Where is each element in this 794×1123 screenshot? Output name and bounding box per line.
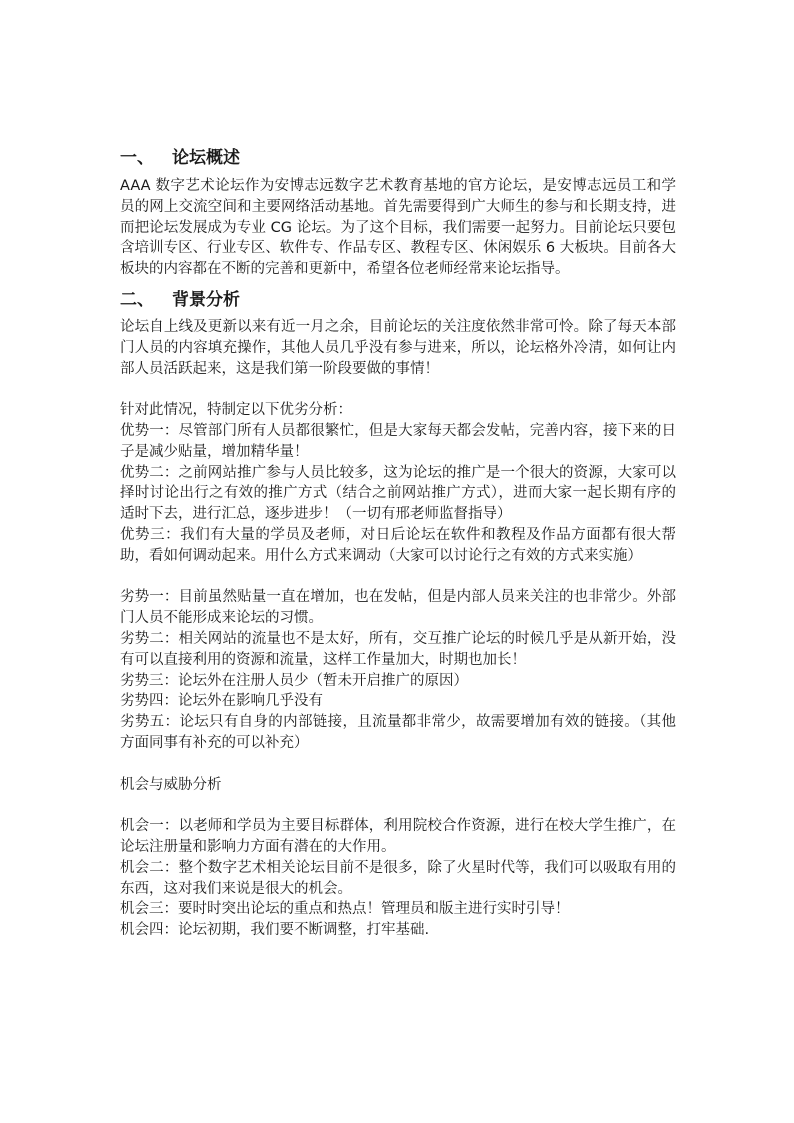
swot-intro: 针对此情况，特制定以下优劣分析： (120, 402, 352, 419)
weakness-item: 劣势三：论坛外在注册人员少（暂未开启推广的原因） (120, 672, 468, 689)
strength-item: 优势二：之前网站推广参与人员比较多，这为论坛的推广是一个很大的资源，大家可以择时讨论出行之有效的推广方式（结合之前网站推广方式），进而大家一起长期有序的适时下去，进行汇总，逐步进步！（一切有邢老师监督指导） (120, 464, 676, 523)
weakness-item: 劣势四：论坛外在影响几乎没有 (120, 693, 323, 710)
section-title: 背景分析 (172, 289, 240, 310)
opportunity-item: 机会一：以老师和学员为主要目标群体，利用院校合作资源，进行在校大学生推广，在论坛注册量和影响力方面有潜在的大作用。 (120, 818, 676, 855)
opportunity-item: 机会三：要时时突出论坛的重点和热点！管理员和版主进行实时引导！ (120, 901, 570, 918)
section-heading-background (120, 288, 676, 312)
document-page (120, 146, 676, 941)
opportunity-item: 机会二：整个数字艺术相关论坛目前不是很多，除了火星时代等，我们可以吸取有用的东西，这对我们来说是很大的机会。 (120, 859, 676, 897)
blank-line (120, 567, 676, 588)
background-paragraph: 论坛自上线及更新以来有近一月之余，目前论坛的关注度依然非常可怜。除了每天本部门人员的内容填充操作，其他人员几乎没有参与进来，所以，论坛格外冷清，如何让内部人员活跃起来，这是我们第一阶段要做的事情！ (120, 318, 676, 377)
blank-line (120, 795, 676, 816)
overview-paragraph: AAA 数字艺术论坛作为安博志远数字艺术教育基地的官方论坛，是安博志远员工和学员的网上交流空间和主要网络活动基地。首先需要得到广大师生的参与和长期支持，进而把论坛发展成为专业 CG 论坛。为了这个目标，我们需要一起努力。目前论坛只要包含培训专区、行业专区、软件专、作品专区、教程专区、休闲娱乐 6 大板块。目前各大板块的内容都在不断的完善和更新中，希望各位老师经常来论坛指导。 (120, 178, 676, 278)
weakness-item: 劣势二：相关网站的流量也不是太好，所有，交互推广论坛的时候几乎是从新开始，没有可以直接利用的资源和流量，这样工作量加大，时期也加长！ (120, 630, 676, 668)
strength-item: 优势一：尽管部门所有人员都很繁忙，但是大家每天都会发帖，完善内容，接下来的日子是减少贴量，增加精华量！ (120, 422, 676, 460)
weakness-item: 劣势一：目前虽然贴量一直在增加，也在发帖，但是内部人员来关注的也非常少。外部门人员不能形成来论坛的习惯。 (120, 589, 676, 627)
section-heading-overview (120, 146, 676, 170)
section-number: 二、 (120, 289, 154, 310)
opportunity-threat-title: 机会与威胁分析 (120, 776, 222, 793)
section-title: 论坛概述 (172, 148, 240, 168)
strength-item: 优势三：我们有大量的学员及老师，对日后论坛在软件和教程及作品方面都有很大帮助，看如何调动起来。用什么方式来调动（大家可以讨论行之有效的方式来实施） (120, 526, 676, 564)
blank-line (120, 379, 676, 400)
blank-line (120, 754, 676, 775)
section-number: 一、 (120, 148, 154, 168)
opportunity-item: 机会四：论坛初期，我们要不断调整，打牢基础. (120, 922, 430, 939)
weakness-item: 劣势五：论坛只有自身的内部链接，且流量都非常少，故需要增加有效的链接。（其他方面同事有补充的可以补充） (120, 714, 676, 751)
